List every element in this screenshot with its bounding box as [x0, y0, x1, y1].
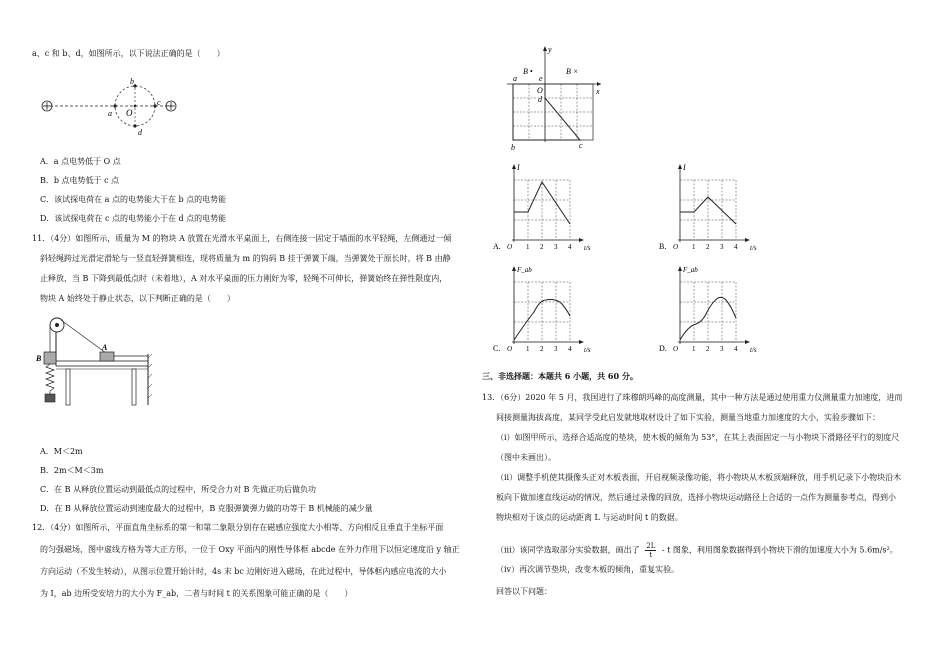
graph-d-tick-2: 2 [706, 345, 710, 353]
graph-a-tick-4: 4 [568, 243, 572, 251]
q13-fraction [645, 542, 656, 559]
fig1-label-d: d [138, 128, 142, 137]
q11-option-b: B．2m＜M＜3m [40, 466, 104, 475]
graph-c-ylabel: F_ab [517, 266, 532, 274]
graph-c-tick-3: 3 [554, 345, 558, 353]
graph-b-tick-4: 4 [734, 243, 738, 251]
graph-d-tick-4: 4 [734, 345, 738, 353]
fig2-label-B: B [36, 354, 42, 363]
fig2-label-A: A [102, 343, 108, 352]
figure-magnetic-grid [505, 42, 611, 152]
q13-step-iii [496, 542, 898, 559]
q11-line-2: 斜轻绳跨过光滑定滑轮与一竖直轻弹簧相连，现将质量为 m 的钩码 B 挂于弹簧下端，当弹簧处于原长时，将 B 由静 [40, 254, 451, 263]
graph-option-a [490, 160, 600, 255]
grid-label-O: O [537, 86, 543, 95]
grid-label-b: b [511, 143, 515, 152]
q10-option-b: B．b 点电势低于 c 点 [40, 176, 120, 185]
graph-b-tick-3: 3 [720, 243, 724, 251]
fig1-label-b: b [130, 77, 134, 86]
graph-a-tick-3: 3 [554, 243, 558, 251]
graph-a-tick-0: O [507, 243, 513, 251]
graph-b-xlabel: t/s [750, 244, 757, 252]
q13-line-2: 间接测量海拔高度，某同学受此启发就地取材设计了如下实验，测量当地重力加速度的大小，实验步骤如下： [496, 413, 880, 422]
q11-line-3: 止释放，当 B 下降到最低点时（未着地），A 对水平桌面的压力刚好为零，轻绳不可伸长，弹簧始终在弹性限度内， [40, 274, 448, 283]
graph-c-xlabel: t/s [584, 346, 591, 354]
graph-c-tick-1: 1 [526, 345, 530, 353]
grid-label-e: e [539, 74, 543, 83]
q10-option-d: D．该试探电荷在 c 点的电势能小于在 d 点的电势能 [40, 214, 227, 223]
q11-line-4: 物块 A 始终处于静止状态，以下判断正确的是（ ） [40, 294, 235, 303]
graph-d-option: D. [659, 344, 667, 353]
graph-c-option: C. [493, 344, 501, 353]
figure-charges-circle [40, 74, 190, 140]
graph-a-tick-2: 2 [540, 243, 544, 251]
graph-a-ylabel: I [517, 163, 520, 172]
graph-option-d [656, 262, 766, 357]
q12-line-1: 12．（4分）如图所示，平面直角坐标系的第一和第二象限分别存在磁感应强度大小相等、方向相反且垂直于坐标平面 [32, 523, 444, 532]
question-intro: a、c 和 b、d，如图所示，以下说法正确的是（ ） [32, 49, 225, 58]
q10-option-c: C．该试探电荷在 a 点的电势能大于在 b 点的电势能 [40, 195, 227, 204]
q13-step-iii-post: - t 图象，利用图象数据得到小物块下滑的加速度大小为 5.6m/s²。 [661, 545, 898, 555]
graph-d-tick-1: 1 [692, 345, 696, 353]
q12-line-3: 方向运动（不发生转动），从图示位置开始计时，4s 末 bc 边刚好进入磁场，在此过程中，导体框内感应电流的大小 [40, 567, 447, 576]
q13-fraction-numerator: 2L [646, 542, 656, 550]
q11-option-c: C．在 B 从释放位置运动到最低点的过程中，所受合力对 B 先做正功后做负功 [40, 485, 317, 494]
q13-step-ii-line-3: 物块相对于该点的运动距离 L 与运动时间 t 的数据。 [496, 513, 683, 522]
graph-d-xlabel: t/s [750, 346, 757, 354]
grid-label-c: c [579, 141, 583, 150]
q13-step-iv: （iv）再次调节垫块，改变木板的倾角，重复实验。 [496, 565, 680, 574]
q13-fraction-denominator: t [649, 551, 653, 559]
q13-step-i-line-2: （图中未画出）。 [496, 453, 556, 462]
grid-label-field-out: B • [523, 67, 533, 76]
q11-line-1: 11．（4分）如图所示，质量为 M 的物块 A 放置在光滑水平桌面上，右侧连接一固定于墙面的水平轻绳，左侧通过一倾 [32, 234, 452, 243]
grid-label-a: a [513, 74, 517, 83]
section-heading: 三、非选择题：本题共 6 小题，共 60 分。 [482, 371, 638, 381]
graph-c-tick-0: O [507, 345, 513, 353]
graph-a-tick-1: 1 [526, 243, 530, 251]
graph-option-b [656, 160, 766, 255]
graph-b-tick-1: 1 [692, 243, 696, 251]
q10-option-a: A．a 点电势低于 O 点 [40, 157, 121, 166]
graph-b-tick-2: 2 [706, 243, 710, 251]
graph-d-ylabel: F_ab [683, 266, 698, 274]
fig1-label-O: O [126, 108, 133, 118]
graph-b-option: B. [659, 242, 667, 251]
q11-option-d: D．在 B 从释放位置运动到速度最大的过程中，B 克服弹簧弹力做的功等于 B 机械能的减少量 [40, 504, 373, 513]
graph-d-tick-0: O [673, 345, 679, 353]
q13-step-i-line-1: （i）如图甲所示，选择合适高度的垫块，使木板的倾角为 53°，在其上表面固定一与小物块下滑路径平行的刻度尺 [496, 433, 900, 442]
q13-line-1: 13．（6分）2020 年 5 月，我国进行了珠穆朗玛峰的高度测量，其中一种方法是通过使用重力仪测量重力加速度，进而 [482, 393, 903, 402]
graph-b-tick-0: O [673, 243, 679, 251]
graph-c-tick-2: 2 [540, 345, 544, 353]
graph-d-tick-3: 3 [720, 345, 724, 353]
graph-c-tick-4: 4 [568, 345, 572, 353]
grid-label-y: y [548, 45, 552, 54]
q13-answer-prompt: 回答以下问题： [496, 587, 552, 596]
fig1-label-c: c [157, 98, 161, 107]
q12-line-2: 的匀强磁场，图中虚线方格为等大正方形，一位于 Oxy 平面内的刚性导体框 abcde 在外力作用下以恒定速度沿 y 轴正 [40, 545, 460, 554]
q13-step-ii-line-2: 板向下做加速直线运动的情况，然后通过录像的回放，选择小物块运动路径上合适的一点作为测量参考点，得到小 [496, 493, 896, 502]
graph-a-option: A. [493, 242, 501, 251]
q13-step-ii-line-1: （ii）调整手机使其摄像头正对木板表面，开启视频录像功能，将小物块从木板顶端释放，用手机记录下小物块沿木 [496, 473, 902, 482]
fig1-label-a: a [108, 109, 112, 118]
graph-option-c [490, 262, 600, 357]
q11-option-a: A．M＜2m [40, 447, 83, 456]
grid-label-d: d [538, 95, 542, 104]
grid-label-field-in: B × [566, 67, 579, 76]
q13-step-iii-pre: （iii）该同学选取部分实验数据，画出了 [496, 545, 640, 555]
graph-b-ylabel: I [683, 163, 686, 172]
grid-label-x: x [596, 87, 600, 96]
graph-a-xlabel: t/s [584, 244, 591, 252]
figure-pulley-spring [32, 312, 160, 408]
q12-line-4: 为 I，ab 边所受安培力的大小为 F_ab，二者与时间 t 的关系图象可能正确的是（ ） [40, 589, 353, 598]
